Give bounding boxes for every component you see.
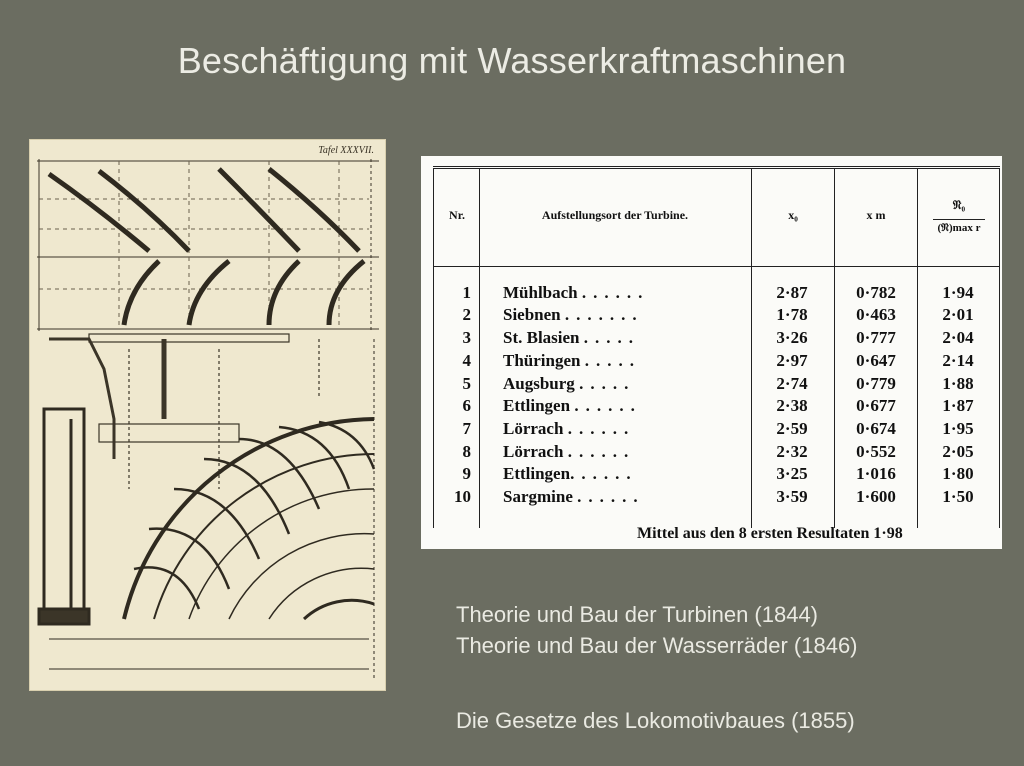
row-nr: 7 (462, 419, 471, 438)
row-xm: 0·674 (856, 419, 896, 438)
row-place: Augsburg ..... (503, 374, 636, 393)
row-place: Mühlbach ...... (503, 283, 650, 302)
row-nr: 3 (462, 328, 471, 347)
row-place: Thüringen ..... (503, 351, 641, 370)
row-nr: 6 (462, 396, 471, 415)
row-place: St. Blasien ..... (503, 328, 641, 347)
table-rule (479, 168, 480, 528)
fraction-bar (933, 219, 985, 220)
row-xm: 0·779 (856, 374, 896, 393)
row-ratio: 1·94 (942, 283, 974, 302)
row-x0: 1·78 (776, 305, 808, 324)
table-footer: Mittel aus den 8 ersten Resultaten 1·98 (637, 525, 903, 542)
plate-label: Tafel XXXVII. (318, 145, 374, 156)
row-xm: 1·016 (856, 464, 896, 483)
header-ratio-bottom: (𝔑)max r (937, 222, 981, 234)
row-x0: 3·59 (776, 487, 808, 506)
row-ratio: 2·01 (942, 305, 974, 324)
header-x0: x₀ (788, 208, 798, 222)
row-x0: 2·38 (776, 396, 808, 415)
row-xm: 0·677 (856, 396, 896, 415)
work-item: Die Gesetze des Lokomotivbaues (1855) (456, 708, 855, 733)
row-x0: 2·97 (776, 351, 808, 370)
row-place: Siebnen ....... (503, 305, 644, 324)
row-xm: 0·552 (856, 442, 896, 461)
row-ratio: 1·87 (942, 396, 974, 415)
row-x0: 3·26 (776, 328, 808, 347)
table-rule (751, 168, 752, 528)
row-xm: 1·600 (856, 487, 896, 506)
row-x0: 3·25 (776, 464, 808, 483)
row-nr: 9 (462, 464, 471, 483)
row-nr: 1 (462, 283, 471, 302)
table-rule (433, 168, 434, 528)
row-ratio: 2·14 (942, 351, 974, 370)
row-x0: 2·59 (776, 419, 808, 438)
row-ratio: 1·80 (942, 464, 974, 483)
row-place: Ettlingen...... (503, 464, 638, 483)
turbine-results-table (421, 156, 1002, 549)
row-place: Lörrach ...... (503, 442, 636, 461)
row-ratio: 2·04 (942, 328, 974, 347)
header-xm: x m (866, 208, 886, 222)
row-x0: 2·32 (776, 442, 808, 461)
row-nr: 4 (462, 351, 471, 370)
row-nr: 8 (462, 442, 471, 461)
header-rule (433, 266, 1000, 267)
table-rule (917, 168, 918, 528)
work-item: Theorie und Bau der Turbinen (1844) (456, 602, 819, 627)
work-item: Theorie und Bau der Wasserräder (1846) (456, 633, 858, 658)
row-nr: 5 (462, 374, 471, 393)
row-ratio: 1·95 (942, 419, 974, 438)
row-place: Sargmine ...... (503, 487, 645, 506)
row-xm: 0·777 (856, 328, 896, 347)
row-x0: 2·87 (776, 283, 808, 302)
row-nr: 10 (454, 487, 471, 506)
table-rule (834, 168, 835, 528)
turbine-drawing-plate (29, 139, 386, 691)
header-nr: Nr. (449, 208, 465, 222)
header-place: Aufstellungsort der Turbine. (541, 208, 689, 222)
row-ratio: 1·50 (942, 487, 974, 506)
row-ratio: 1·88 (942, 374, 974, 393)
turbine-blade-drawing (29, 139, 386, 691)
row-ratio: 2·05 (942, 442, 974, 461)
table-rule (999, 168, 1000, 528)
row-x0: 2·74 (776, 374, 808, 393)
slide-title: Beschäftigung mit Wasserkraftmaschinen (177, 40, 847, 81)
row-nr: 2 (462, 305, 471, 324)
row-xm: 0·782 (856, 283, 896, 302)
row-xm: 0·463 (856, 305, 896, 324)
row-place: Lörrach ...... (503, 419, 636, 438)
row-xm: 0·647 (856, 351, 896, 370)
row-place: Ettlingen ...... (503, 396, 642, 415)
header-ratio-top: 𝔑₀ (952, 198, 966, 212)
